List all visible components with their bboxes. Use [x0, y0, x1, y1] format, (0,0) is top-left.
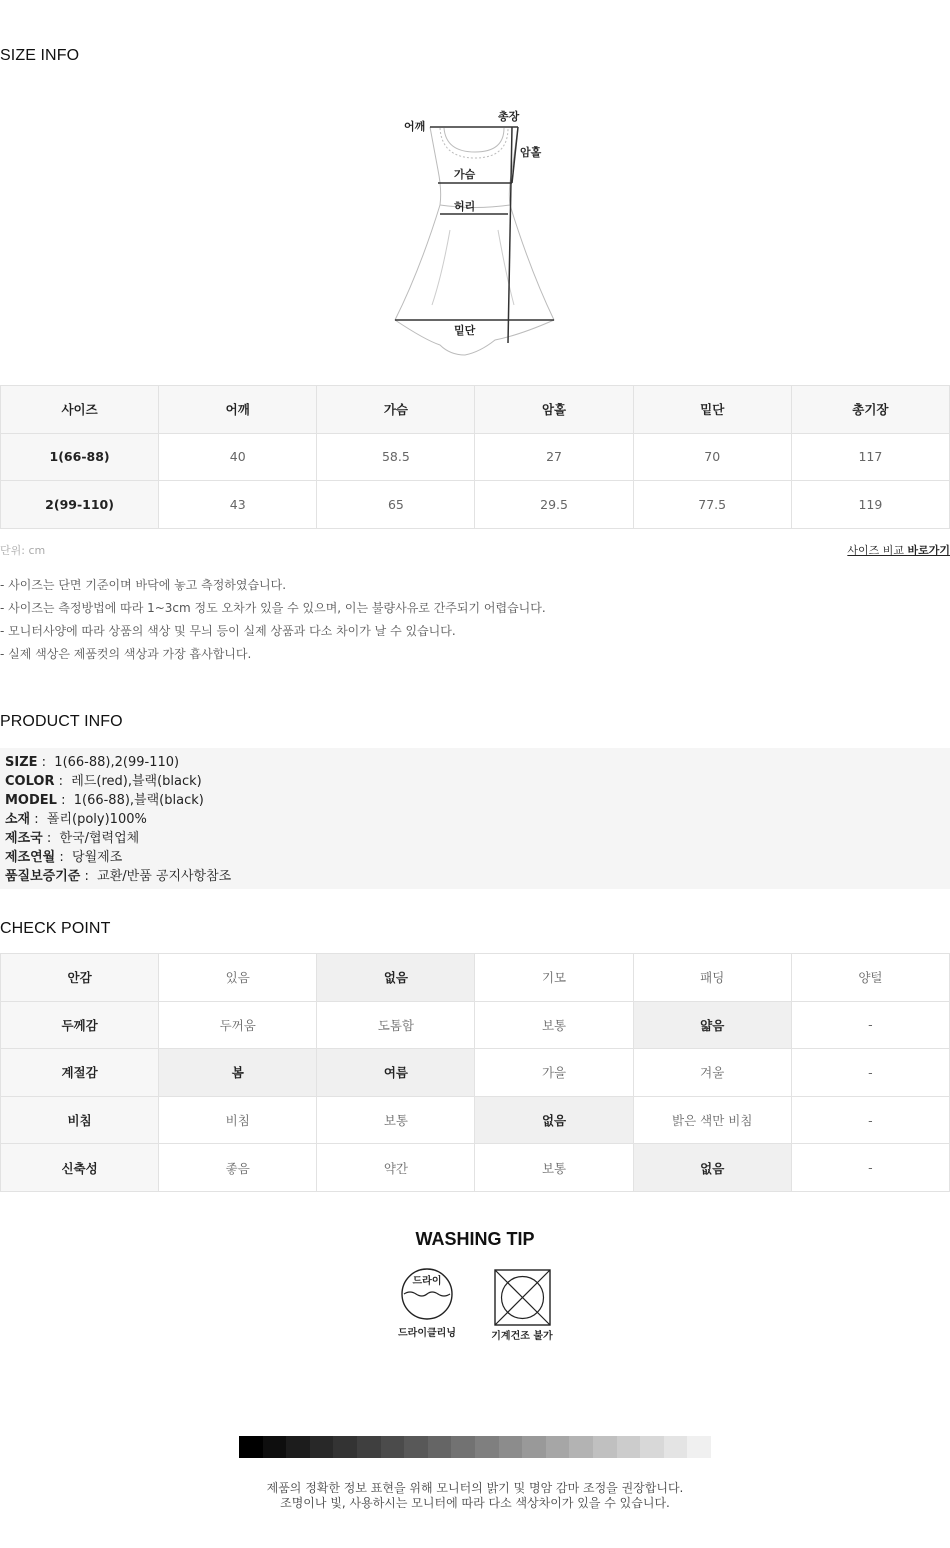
gray-swatch	[664, 1436, 688, 1458]
check-cell: 있음	[159, 954, 317, 1002]
gray-swatch	[263, 1436, 287, 1458]
check-cell: 두꺼움	[159, 1001, 317, 1049]
check-row	[1, 954, 950, 1002]
dry-clean-icon	[397, 1269, 456, 1339]
product-info-label: SIZE	[5, 755, 38, 770]
gray-swatch	[687, 1436, 711, 1458]
size-row-label: 2(99-110)	[1, 481, 159, 529]
product-info-label: 제조국	[5, 831, 43, 846]
size-compare-link[interactable]	[847, 542, 950, 558]
size-header-cell: 사이즈	[1, 386, 159, 434]
check-cell-selected: 봄	[159, 1049, 317, 1097]
unit-label: 단위: cm	[0, 544, 46, 557]
gray-swatch	[475, 1436, 499, 1458]
gray-swatch	[357, 1436, 381, 1458]
product-info-value: 1(66-88),2(99-110)	[54, 755, 180, 770]
size-table-header-row	[1, 386, 950, 434]
dry-clean-label: 드라이클리닝	[398, 1328, 456, 1339]
size-note: - 모니터사양에 따라 상품의 색상 및 무늬 등이 실제 상품과 다소 차이가 날 수 있습니다.	[0, 624, 456, 638]
size-cell: 117	[791, 433, 949, 481]
product-info-value: 교환/반품 공지사항참조	[97, 869, 232, 884]
product-info-label: MODEL	[5, 793, 57, 808]
gray-swatch	[617, 1436, 641, 1458]
check-row	[1, 1001, 950, 1049]
check-cell: 보통	[475, 1001, 633, 1049]
size-compare-prefix: 사이즈 비교	[847, 544, 908, 557]
size-header-cell: 암홀	[475, 386, 633, 434]
product-info-title: PRODUCT INFO	[0, 713, 123, 730]
diagram-label-waist: 허리	[454, 200, 476, 213]
size-info-title: SIZE INFO	[0, 47, 80, 64]
dress-size-diagram	[380, 100, 570, 365]
no-machine-dry-icon	[491, 1270, 553, 1342]
washing-icons	[390, 1264, 570, 1349]
check-row	[1, 1096, 950, 1144]
size-cell: 58.5	[317, 433, 475, 481]
footer-notice	[0, 1481, 950, 1511]
size-cell: 70	[633, 433, 791, 481]
product-info-row: 제조국 : 한국/협력업체	[5, 831, 140, 846]
check-cell: -	[791, 1144, 949, 1192]
check-cell: 보통	[317, 1096, 475, 1144]
size-cell: 40	[159, 433, 317, 481]
check-row-label: 계절감	[1, 1049, 159, 1097]
gray-swatch	[286, 1436, 310, 1458]
check-cell-selected: 없음	[633, 1144, 791, 1192]
check-row-label: 안감	[1, 954, 159, 1002]
check-cell: 겨울	[633, 1049, 791, 1097]
size-header-cell: 어깨	[159, 386, 317, 434]
check-row	[1, 1049, 950, 1097]
diagram-label-armhole: 암홀	[520, 146, 542, 159]
gray-swatch	[522, 1436, 546, 1458]
gray-swatch	[640, 1436, 664, 1458]
size-cell: 27	[475, 433, 633, 481]
check-cell: 기모	[475, 954, 633, 1002]
size-row-label: 1(66-88)	[1, 433, 159, 481]
check-cell: 비침	[159, 1096, 317, 1144]
gray-swatch	[333, 1436, 357, 1458]
size-cell: 65	[317, 481, 475, 529]
size-note: - 실제 색상은 제품컷의 색상과 가장 흡사합니다.	[0, 647, 252, 661]
gray-swatch	[428, 1436, 452, 1458]
product-info-row: 소재 : 폴리(poly)100%	[5, 812, 147, 827]
gray-swatch	[499, 1436, 523, 1458]
diagram-label-shoulder: 어깨	[404, 120, 426, 133]
size-header-cell: 가슴	[317, 386, 475, 434]
check-cell: 양털	[791, 954, 949, 1002]
product-info-value: 당월제조	[72, 850, 123, 865]
diagram-label-chest: 가슴	[454, 168, 476, 181]
gray-swatch	[310, 1436, 334, 1458]
check-point-title: CHECK POINT	[0, 920, 111, 937]
size-cell: 43	[159, 481, 317, 529]
size-table-row	[1, 481, 950, 529]
size-cell: 119	[791, 481, 949, 529]
gray-swatch	[404, 1436, 428, 1458]
size-table	[0, 385, 950, 529]
check-cell: -	[791, 1049, 949, 1097]
diagram-label-hem: 밑단	[454, 324, 476, 337]
check-cell-selected: 없음	[475, 1096, 633, 1144]
check-row	[1, 1144, 950, 1192]
gray-swatch	[239, 1436, 263, 1458]
gray-swatch	[451, 1436, 475, 1458]
check-row-label: 신축성	[1, 1144, 159, 1192]
gray-scale-strip	[239, 1436, 711, 1458]
size-header-cell: 총기장	[791, 386, 949, 434]
check-cell: 밝은 색만 비침	[633, 1096, 791, 1144]
product-info-label: 품질보증기준	[5, 869, 81, 884]
check-cell: 도톰함	[317, 1001, 475, 1049]
diagram-label-length: 총장	[498, 110, 520, 123]
washing-tip-title: WASHING TIP	[415, 1229, 535, 1249]
check-row-label: 비침	[1, 1096, 159, 1144]
product-info-value: 폴리(poly)100%	[46, 812, 147, 827]
product-info-box	[0, 748, 950, 889]
footer-line: 조명이나 빛, 사용하시는 모니터에 따라 다소 색상차이가 있을 수 있습니다.	[280, 1496, 670, 1510]
product-info-label: COLOR	[5, 774, 55, 789]
product-info-row: 품질보증기준 : 교환/반품 공지사항참조	[5, 869, 232, 884]
check-cell-selected: 얇음	[633, 1001, 791, 1049]
gray-swatch	[381, 1436, 405, 1458]
size-cell: 29.5	[475, 481, 633, 529]
product-info-row: COLOR : 레드(red),블랙(black)	[5, 774, 202, 789]
size-compare-goto: 바로가기	[907, 544, 950, 557]
gray-swatch	[569, 1436, 593, 1458]
check-cell-selected: 여름	[317, 1049, 475, 1097]
gray-swatch	[546, 1436, 570, 1458]
check-point-table	[0, 953, 950, 1192]
check-cell: 약간	[317, 1144, 475, 1192]
size-note: - 사이즈는 단면 기준이며 바닥에 놓고 측정하였습니다.	[0, 578, 287, 592]
dry-clean-inner-text: 드라이	[412, 1276, 442, 1287]
product-info-row: 제조연월 : 당월제조	[5, 850, 123, 865]
no-machine-dry-label: 기계건조 불가	[491, 1331, 553, 1342]
check-cell: 패딩	[633, 954, 791, 1002]
footer-line: 제품의 정확한 정보 표현을 위해 모니터의 밝기 및 명암 감마 조정을 권장합니다.	[266, 1481, 684, 1495]
check-cell-selected: 없음	[317, 954, 475, 1002]
product-info-row: SIZE : 1(66-88),2(99-110)	[5, 755, 180, 770]
check-cell: 가을	[475, 1049, 633, 1097]
product-info-value: 1(66-88),블랙(black)	[73, 793, 204, 808]
check-cell: -	[791, 1096, 949, 1144]
product-info-value: 한국/협력업체	[59, 831, 140, 846]
product-info-label: 소재	[5, 812, 31, 827]
product-info-row: MODEL : 1(66-88),블랙(black)	[5, 793, 204, 808]
size-cell: 77.5	[633, 481, 791, 529]
check-cell: 보통	[475, 1144, 633, 1192]
check-cell: 좋음	[159, 1144, 317, 1192]
check-cell: -	[791, 1001, 949, 1049]
size-table-row	[1, 433, 950, 481]
size-notes	[0, 574, 546, 666]
size-note: - 사이즈는 측정방법에 따라 1~3cm 정도 오차가 있을 수 있으며, 이는 불량사유로 간주되기 어렵습니다.	[0, 601, 546, 615]
size-header-cell: 밑단	[633, 386, 791, 434]
product-info-value: 레드(red),블랙(black)	[71, 774, 202, 789]
product-info-label: 제조연월	[5, 850, 56, 865]
gray-swatch	[593, 1436, 617, 1458]
check-row-label: 두께감	[1, 1001, 159, 1049]
